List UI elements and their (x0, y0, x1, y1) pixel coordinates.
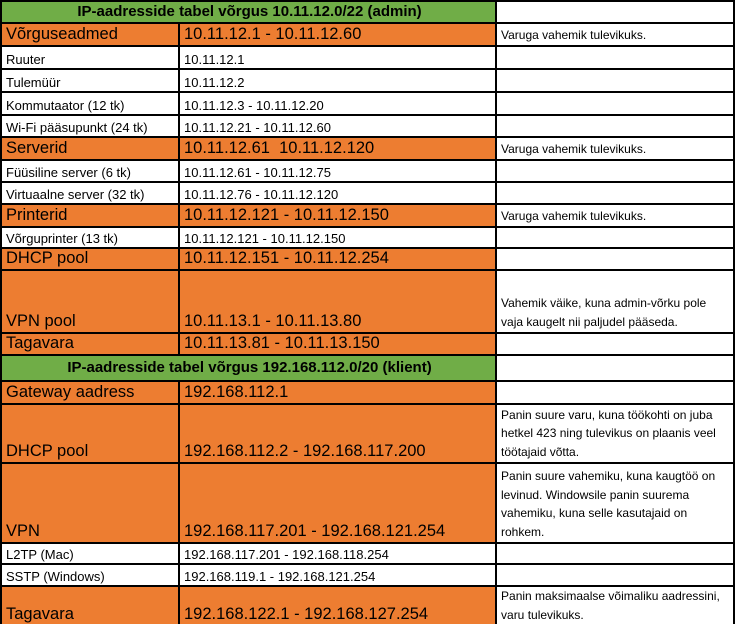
row-note-cell: Varuga vahemik tulevikuks. (496, 137, 734, 160)
table-row (1, 227, 734, 248)
row-note-cell (496, 355, 734, 381)
row-note-cell: Panin suure vahemiku, kuna kaugtöö on levinud. Windowsile panin suurema vahemiku, kuna selle kasutajaid on rohkem. (496, 463, 734, 543)
row-label-cell: Võrguseadmed (1, 23, 179, 46)
row-label-cell: Võrguprinter (13 tk) (1, 227, 179, 248)
row-label-cell: Füüsiline server (6 tk) (1, 160, 179, 182)
row-note-cell (496, 227, 734, 248)
table-row (1, 543, 734, 564)
table-row (1, 92, 734, 115)
row-label-cell: Gateway aadress (1, 381, 179, 404)
row-label-cell: Virtuaalne server (32 tk) (1, 182, 179, 204)
row-label-cell: Tulemüür (1, 69, 179, 92)
row-label-cell: Kommutaator (12 tk) (1, 92, 179, 115)
row-value-cell: 192.168.112.2 - 192.168.117.200 (179, 404, 496, 463)
row-note-cell (496, 333, 734, 355)
table-row (1, 586, 734, 624)
row-note-cell (496, 248, 734, 270)
row-note-cell (496, 1, 734, 23)
section-header-cell: IP-aadresside tabel võrgus 10.11.12.0/22 (admin) (1, 1, 496, 23)
row-note-cell (496, 182, 734, 204)
row-note-cell: Varuga vahemik tulevikuks. (496, 204, 734, 227)
table-row (1, 333, 734, 355)
row-value-cell: 10.11.12.151 - 10.11.12.254 (179, 248, 496, 270)
row-label-cell: Tagavara (1, 333, 179, 355)
table-row (1, 46, 734, 69)
row-label-cell: SSTP (Windows) (1, 564, 179, 586)
row-value-cell: 10.11.12.61 - 10.11.12.75 (179, 160, 496, 182)
table-row (1, 270, 734, 333)
row-value-cell: 10.11.12.76 - 10.11.12.120 (179, 182, 496, 204)
table-row (1, 115, 734, 137)
row-note-cell (496, 543, 734, 564)
row-label-cell: VPN pool (1, 270, 179, 333)
row-value-cell: 192.168.122.1 - 192.168.127.254 (179, 586, 496, 624)
row-note-cell: Panin maksimaalse võimaliku aadressini, varu tulevikuks. (496, 586, 734, 624)
row-label-cell: L2TP (Mac) (1, 543, 179, 564)
section-header-cell: IP-aadresside tabel võrgus 192.168.112.0/20 (klient) (1, 355, 496, 381)
row-note-cell (496, 160, 734, 182)
ip-table-body (1, 1, 734, 624)
row-value-cell: 10.11.12.121 - 10.11.12.150 (179, 204, 496, 227)
row-label-cell: Wi-Fi pääsupunkt (24 tk) (1, 115, 179, 137)
table-row (1, 160, 734, 182)
table-row (1, 248, 734, 270)
row-note-cell (496, 115, 734, 137)
row-value-cell: 10.11.12.2 (179, 69, 496, 92)
row-value-cell: 10.11.13.1 - 10.11.13.80 (179, 270, 496, 333)
table-row (1, 463, 734, 543)
row-note-cell: Vahemik väike, kuna admin-võrku pole vaja kaugelt nii paljudel pääseda. (496, 270, 734, 333)
row-note-cell (496, 564, 734, 586)
row-label-cell: VPN (1, 463, 179, 543)
row-label-cell: Tagavara (1, 586, 179, 624)
row-note-cell (496, 46, 734, 69)
table-row (1, 355, 734, 381)
table-row (1, 404, 734, 463)
row-label-cell: Printerid (1, 204, 179, 227)
row-value-cell: 10.11.12.1 - 10.11.12.60 (179, 23, 496, 46)
row-note-cell (496, 381, 734, 404)
table-row (1, 137, 734, 160)
row-value-cell: 10.11.13.81 - 10.11.13.150 (179, 333, 496, 355)
row-value-cell: 192.168.112.1 (179, 381, 496, 404)
table-row (1, 204, 734, 227)
row-value-cell: 192.168.117.201 - 192.168.121.254 (179, 463, 496, 543)
table-row (1, 381, 734, 404)
row-label-cell: DHCP pool (1, 248, 179, 270)
row-value-cell: 10.11.12.1 (179, 46, 496, 69)
row-value-cell: 192.168.117.201 - 192.168.118.254 (179, 543, 496, 564)
row-value-cell: 10.11.12.21 - 10.11.12.60 (179, 115, 496, 137)
row-value-cell: 10.11.12.3 - 10.11.12.20 (179, 92, 496, 115)
row-label-cell: Ruuter (1, 46, 179, 69)
table-row (1, 23, 734, 46)
row-note-cell: Varuga vahemik tulevikuks. (496, 23, 734, 46)
table-row (1, 182, 734, 204)
row-value-cell: 192.168.119.1 - 192.168.121.254 (179, 564, 496, 586)
row-note-cell (496, 92, 734, 115)
row-label-cell: Serverid (1, 137, 179, 160)
table-row (1, 1, 734, 23)
row-value-cell: 10.11.12.121 - 10.11.12.150 (179, 227, 496, 248)
table-row (1, 69, 734, 92)
row-note-cell: Panin suure varu, kuna töökohti on juba hetkel 423 ning tulevikus on plaanis veel töötajaid võtta. (496, 404, 734, 463)
row-label-cell: DHCP pool (1, 404, 179, 463)
row-note-cell (496, 69, 734, 92)
table-row (1, 564, 734, 586)
row-value-cell: 10.11.12.61 10.11.12.120 (179, 137, 496, 160)
